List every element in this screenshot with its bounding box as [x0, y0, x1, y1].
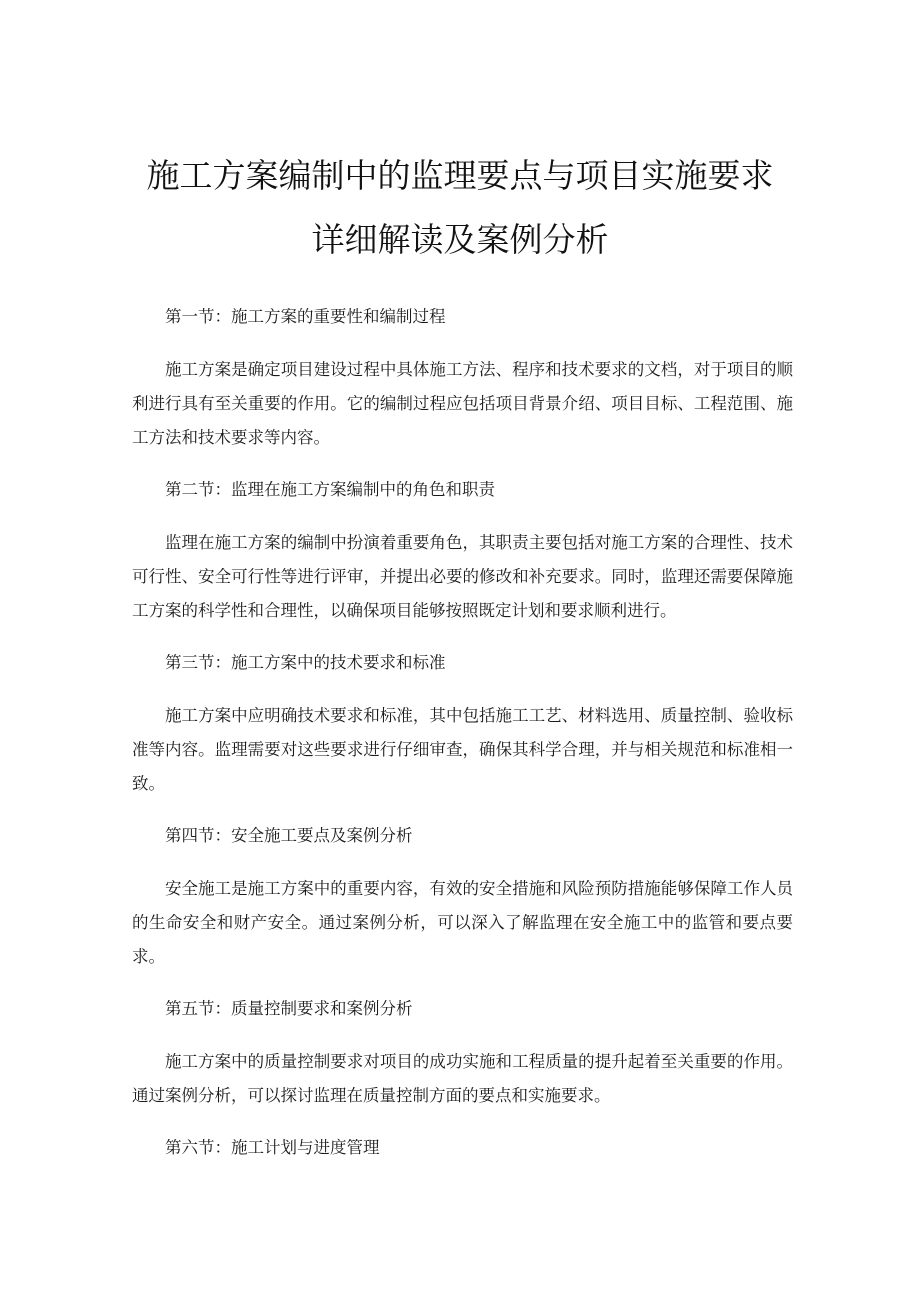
section-5-heading: 第五节：质量控制要求和案例分析	[165, 999, 413, 1018]
title-line-2: 详细解读及案例分析	[311, 220, 609, 259]
section-1-paragraph: 施工方案是确定项目建设过程中具体施工方法、程序和技术要求的文档，对于项目的顺利进行具有至关重要的作用。它的编制过程应包括项目背景介绍、项目目标、工程范围、施工方法和技术要求等内容。	[132, 360, 793, 447]
title-line-1: 施工方案编制中的监理要点与项目实施要求	[146, 156, 774, 195]
section-3-heading: 第三节：施工方案中的技术要求和标准	[165, 653, 446, 672]
document-body	[132, 302, 793, 1184]
section-2-paragraph: 监理在施工方案的编制中扮演着重要角色，其职责主要包括对施工方案的合理性、技术可行性、安全可行性等进行评审，并提出必要的修改和补充要求。同时，监理还需要保障施工方案的科学性和合理性，以确保项目能够按照既定计划和要求顺利进行。	[132, 533, 793, 620]
section-2-heading: 第二节：监理在施工方案编制中的角色和职责	[165, 480, 495, 499]
document-title	[0, 156, 920, 260]
section-6-heading: 第六节：施工计划与进度管理	[165, 1138, 380, 1157]
section-3-paragraph: 施工方案中应明确技术要求和标准，其中包括施工工艺、材料选用、质量控制、验收标准等内容。监理需要对这些要求进行仔细审查，确保其科学合理，并与相关规范和标准相一致。	[132, 706, 793, 793]
section-4-paragraph: 安全施工是施工方案中的重要内容，有效的安全措施和风险预防措施能够保障工作人员的生命安全和财产安全。通过案例分析，可以深入了解监理在安全施工中的监管和要点要求。	[132, 879, 793, 966]
section-5-paragraph: 施工方案中的质量控制要求对项目的成功实施和工程质量的提升起着至关重要的作用。通过案例分析，可以探讨监理在质量控制方面的要点和实施要求。	[132, 1052, 793, 1105]
section-4-heading: 第四节：安全施工要点及案例分析	[165, 826, 413, 845]
section-1-heading: 第一节：施工方案的重要性和编制过程	[165, 307, 446, 326]
